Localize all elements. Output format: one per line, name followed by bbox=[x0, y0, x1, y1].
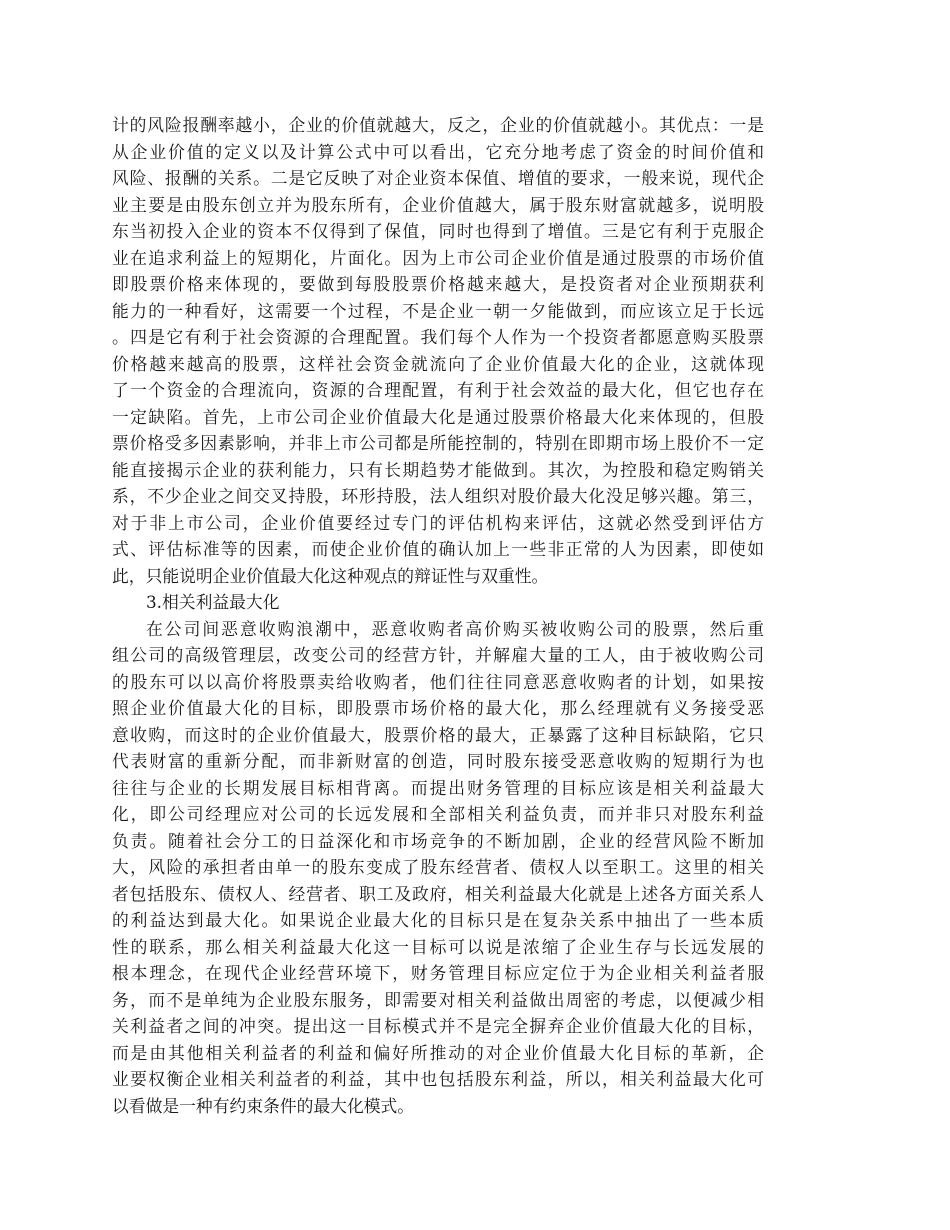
text-line: 关利益者之间的冲突。提出这一目标模式并不是完全摒弃企业价值最大化的目标， bbox=[112, 1016, 764, 1036]
section-heading: 3.相关利益最大化 bbox=[146, 592, 280, 612]
text-line: 大，风险的承担者由单一的股东变成了股东经营者、债权人以至职工。这里的相关 bbox=[112, 857, 764, 877]
text-line: 东当初投入企业的资本不仅得到了保值，同时也得到了增值。三是它有利于克服企 bbox=[112, 221, 764, 241]
text-line: 风险、报酬的关系。二是它反映了对企业资本保值、增值的要求，一般来说，现代企 bbox=[112, 168, 764, 188]
paragraph-enterprise-value bbox=[112, 112, 764, 589]
text-line: 性的联系，那么相关利益最大化这一目标可以说是浓缩了企业生存与长远发展的 bbox=[112, 936, 764, 957]
text-line: 负责。随着社会分工的日益深化和市场竞争的不断加剧，企业的经营风险不断加 bbox=[112, 830, 764, 851]
text-line: 而是由其他相关利益者的利益和偏好所推动的对企业价值最大化目标的革新，企 bbox=[112, 1042, 764, 1063]
text-line: 在公司间恶意收购浪潮中，恶意收购者高价购买被收购公司的股票，然后重 bbox=[146, 618, 764, 639]
text-line: 照企业价值最大化的目标，即股票市场价格的最大化，那么经理就有义务接受恶 bbox=[112, 698, 764, 718]
text-line: 计的风险报酬率越小，企业的价值就越大，反之，企业的价值就越小。其优点：一是 bbox=[112, 115, 764, 135]
text-line: 往往与企业的长期发展目标相背离。而提出财务管理的目标应该是相关利益最大 bbox=[112, 777, 764, 798]
text-line: 组公司的高级管理层，改变公司的经营方针，并解雇大量的工人，由于被收购公司 bbox=[112, 645, 764, 665]
text-line: 化，即公司经理应对公司的长远发展和全部相关利益负责，而并非只对股东利益 bbox=[112, 804, 764, 824]
text-line: 式、评估标准等的因素，而使企业价值的确认加上一些非正常的人为因素，即使如 bbox=[112, 539, 764, 559]
text-line: 业在追求利益上的短期化，片面化。因为上市公司企业价值是通过股票的市场价值 bbox=[112, 247, 764, 268]
text-line: 的股东可以以高价将股票卖给收购者，他们往往同意恶意收购者的计划，如果按 bbox=[112, 671, 764, 692]
text-line: 即股票价格来体现的，要做到每股股票价格越来越大，是投资者对企业预期获利 bbox=[112, 274, 764, 294]
text-line: 的利益达到最大化。如果说企业最大化的目标只是在复杂关系中抽出了一些本质 bbox=[112, 910, 764, 930]
text-line: 。四是它有利于社会资源的合理配置。我们每个人作为一个投资者都愿意购买股票 bbox=[112, 327, 764, 347]
text-line: 能力的一种看好，这需要一个过程，不是企业一朝一夕能做到，而应该立足于长远 bbox=[112, 300, 764, 321]
text-line: 根本理念，在现代企业经营环境下，财务管理目标应定位于为企业相关利益者服 bbox=[112, 963, 764, 983]
text-line: 能直接揭示企业的获利能力，只有长期趋势才能做到。其次，为控股和稳定购销关 bbox=[112, 459, 764, 480]
text-line: 对于非上市公司，企业价值要经过专门的评估机构来评估，这就必然受到评估方 bbox=[112, 512, 764, 533]
text-line: 者包括股东、债权人、经营者、职工及政府，相关利益最大化就是上述各方面关系人 bbox=[112, 883, 764, 904]
text-line: 以看做是一种有约束条件的最大化模式。 bbox=[112, 1095, 415, 1116]
paragraph-stakeholder-value bbox=[112, 616, 764, 1120]
text-line: 代表财富的重新分配，而非新财富的创造，同时股东接受恶意收购的短期行为也 bbox=[112, 751, 764, 771]
text-line: 业要权衡企业相关利益者的利益，其中也包括股东利益，所以，相关利益最大化可 bbox=[112, 1069, 764, 1089]
text-line: 务，而不是单纯为企业股东服务，即需要对相关利益做出周密的考虑，以便减少相 bbox=[112, 989, 764, 1010]
text-line: 票价格受多因素影响，并非上市公司都是所能控制的，特别在即期市场上股价不一定 bbox=[112, 433, 764, 453]
text-line: 从企业价值的定义以及计算公式中可以看出，它充分地考虑了资金的时间价值和 bbox=[112, 141, 764, 162]
text-line: 价格越来越高的股票，这样社会资金就流向了企业价值最大化的企业，这就体现 bbox=[112, 353, 764, 374]
text-line: 一定缺陷。首先，上市公司企业价值最大化是通过股票价格最大化来体现的，但股 bbox=[112, 406, 764, 427]
text-line: 意收购，而这时的企业价值最大，股票价格的最大，正暴露了这种目标缺陷，它只 bbox=[112, 724, 764, 745]
document-page bbox=[112, 112, 764, 1119]
text-line: 系，不少企业之间交叉持股，环形持股，法人组织对股价最大化没足够兴趣。第三， bbox=[112, 486, 764, 506]
text-line: 此，只能说明企业价值最大化这种观点的辩证性与双重性。 bbox=[112, 565, 549, 586]
text-line: 了一个资金的合理流向，资源的合理配置，有利于社会效益的最大化，但它也存在 bbox=[112, 380, 764, 400]
text-line: 业主要是由股东创立并为股东所有，企业价值越大，属于股东财富就越多，说明股 bbox=[112, 194, 764, 215]
